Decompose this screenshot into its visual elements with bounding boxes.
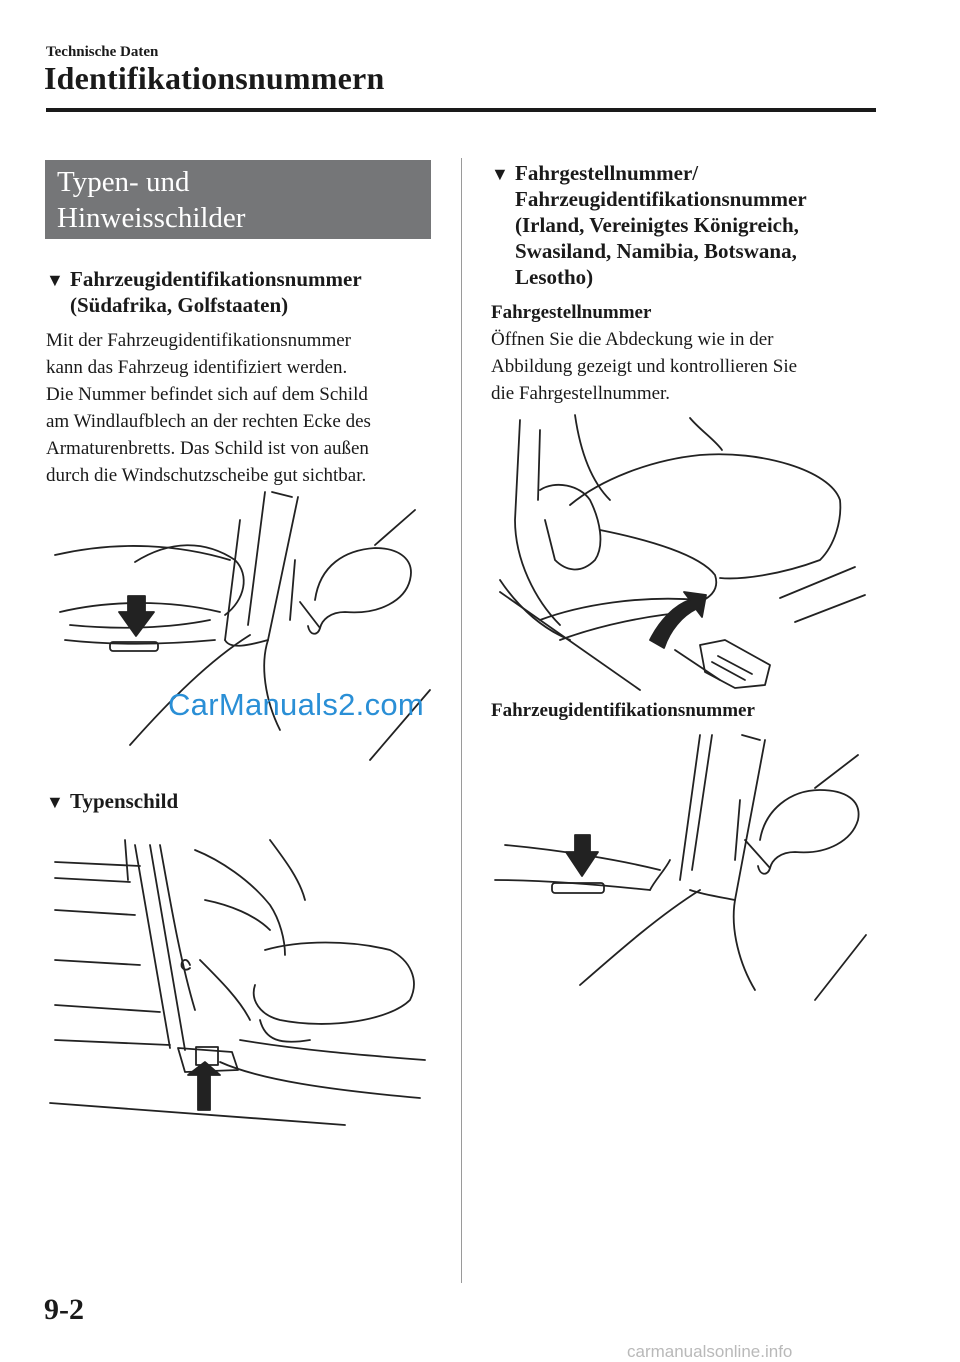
- subheading-chassis-line: Fahrzeugidentifikationsnummer: [515, 187, 807, 211]
- section-label: Technische Daten: [46, 44, 159, 60]
- triangle-marker-icon: ▼: [46, 270, 64, 290]
- subheading-vin-line-1: Fahrzeugidentifikationsnummer: [70, 267, 362, 291]
- subheading-vin-line-2: (Südafrika, Golfstaaten): [70, 293, 289, 317]
- vin-label: Fahrzeugidentifikationsnummer: [491, 700, 755, 721]
- vin-paragraph-line: durch die Windschutzscheibe gut sichtbar.: [46, 465, 367, 486]
- section-heading-line-2: Hinweisschilder: [57, 202, 246, 234]
- subheading-chassis-line: Lesotho): [515, 265, 594, 289]
- vin-paragraph-line: Armaturenbretts. Das Schild ist von außen: [46, 438, 369, 459]
- subheading-chassis-line: Swasiland, Namibia, Botswana,: [515, 239, 797, 263]
- triangle-marker-icon: ▼: [46, 792, 64, 812]
- subheading-type-plate-label: Typenschild: [70, 789, 179, 813]
- subheading-chassis-line: (Irland, Vereinigtes Königreich,: [515, 213, 799, 237]
- chassis-paragraph-line: Öffnen Sie die Abdeckung wie in der: [491, 329, 774, 350]
- page-number: 9-2: [44, 1293, 84, 1326]
- page-title: Identifikationsnummern: [44, 60, 385, 96]
- triangle-marker-icon: ▼: [491, 164, 509, 184]
- subheading-chassis-line: Fahrgestellnummer/: [515, 161, 699, 185]
- vin-paragraph-line: Die Nummer befindet sich auf dem Schild: [46, 384, 368, 405]
- section-heading-line-1: Typen- und: [57, 166, 190, 198]
- chassis-paragraph-line: die Fahrgestellnummer.: [491, 383, 671, 404]
- chassis-number-label: Fahrgestellnummer: [491, 302, 652, 323]
- watermark: CarManuals2.com: [168, 687, 425, 722]
- vin-paragraph-line: kann das Fahrzeug identifiziert werden.: [46, 357, 348, 378]
- footer-site-watermark: carmanualsonline.info: [627, 1342, 793, 1361]
- chassis-paragraph-line: Abbildung gezeigt und kontrollieren Sie: [491, 356, 798, 377]
- vin-paragraph-line: am Windlaufblech an der rechten Ecke des: [46, 411, 371, 432]
- vin-paragraph-line: Mit der Fahrzeugidentifikationsnummer: [46, 330, 351, 351]
